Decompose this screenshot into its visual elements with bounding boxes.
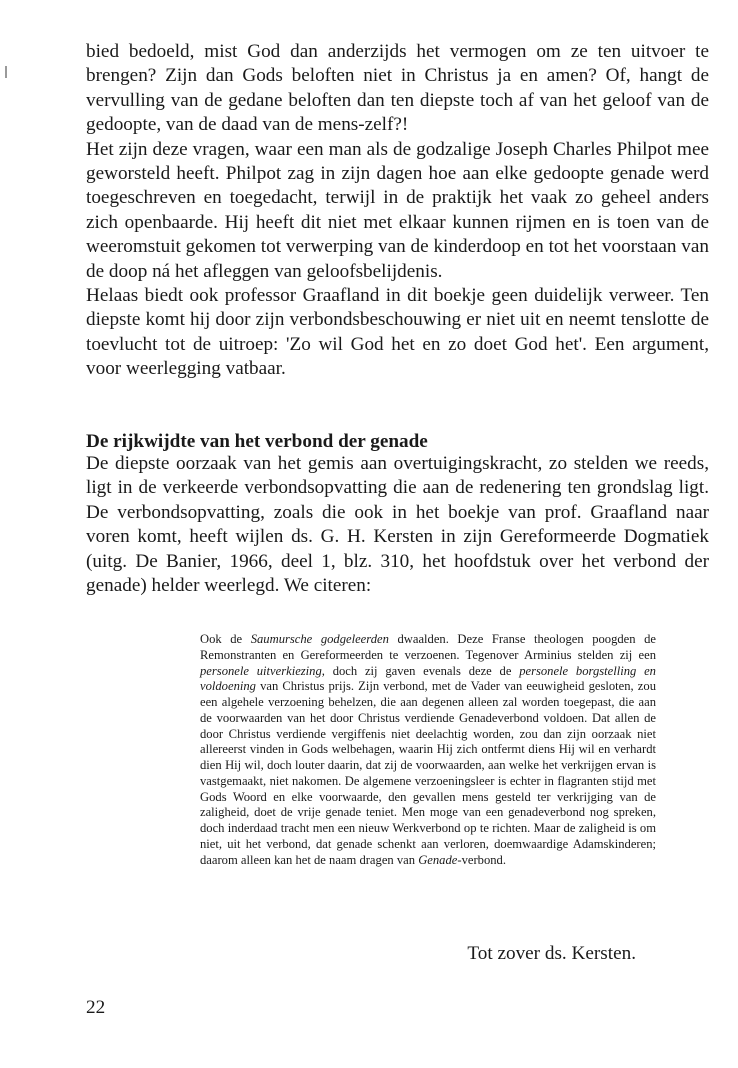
section-paragraph: De diepste oorzaak van het gemis aan overtuigingskracht, zo stelden we reeds, ligt in de verkeerde verbondsopvatting die aan de redenering ten grondslag ligt. De verbondsopvatting, zoals die ook in het boekje van prof. Graafland naar voren komt, heeft wijlen ds. G. H. Kersten in zijn Gereformeerde Dogmatiek (uitg. De Banier, 1966, deel 1, blz. 310, het hoofdstuk over het verbond der genade) helder weerlegd. We citeren: [86,453,709,597]
quote-text-5: verbond. [461,852,506,867]
opening-text [86,40,709,382]
section-heading: De rijkwijdte van het verbond der genade [86,431,428,452]
quote-text-2: dwaalden. Deze Franse theologen poogden de Remonstranten en Gereformeerden te verzoenen. Tegenover Arminius stelden zij een [200,632,657,662]
margin-mark [5,66,7,78]
quote-italic-2: personele uitverkiezing, [200,663,325,678]
quote-text-4: van Christus prijs. Zijn verbond, met de Vader van eeuwigheid gesloten, zou een algehele verzoening behelzen, die aan degenen alleen zal worden toegepast, die aan de voorwaarden van het door Christus verdiende Genadeverbond voldoen. Dat allen de door Christus verdiende vergiffenis niet deelachtig worden, zou dan zijn oorzaak niet allereerst vinden in Gods welbehagen, waarin Hij zich ontfermt diens Hij wil en verhardt dien Hij wil, doch louter daarin, dat zij de voorwaarden, aan welke het verkrijgen ervan is vastgemaakt, niet nakomen. De algemene verzoeningsleer is echter in flagranten stijd met Gods Woord en elke voorwaarde, den gevallen mens gesteld ter verkrijging van de zaligheid, doet de vrije genade teniet. Men moge van een genadeverbond nog spreken, doch inderdaad tracht men een nieuw Werkverbond op te richten. Maar de zaligheid is om niet, uit het verbond, dat genade schenkt aan verloren, doemwaardige Adamskinderen; daarom alleen kan het de naam dragen van [200,679,656,867]
page-number: 22 [86,997,106,1018]
quote-attribution: Tot zover ds. Kersten. [467,943,636,964]
section-text [86,452,709,598]
quote-paragraph [200,632,656,868]
quote-italic-1: Saumursche godgeleerden [250,632,389,646]
paragraph-3: Helaas biedt ook professor Graafland in dit boekje geen duidelijk verweer. Ten diepste komt hij door zijn verbondsbeschouwing er niet uit en neemt tenslotte de toevlucht tot de uitroep: 'Zo wil God het en zo doet God het'. Een argument, voor weerlegging vatbaar. [86,285,709,380]
paragraph-2: Het zijn deze vragen, waar een man als de godzalige Joseph Charles Philpot mee geworsteld heeft. Philpot zag in zijn dagen hoe aan elke gedoopte genade werd toegeschreven en toegedacht, terwijl in de praktijk het vaak zo geheel anders zich openbaarde. Hij heeft dit niet met elkaar kunnen rijmen en is toen van de weeromstuit gekomen tot verwerping van de kinderdoop en tot het voorstaan van de doop ná het afleggen van geloofsbelijdenis. [86,138,709,282]
paragraph-1: bied bedoeld, mist God dan anderzijds het vermogen om ze ten uitvoer te brengen? Zijn dan Gods beloften niet in Christus ja en amen? Of, hangt de vervulling van de gedane beloften dan ten diepste toch af van het geloof van de gedoopte, van de daad van de mens-zelf?! [86,41,709,136]
quote-italic-4: Genade- [418,852,462,867]
quote-text-1: Ook de [200,632,251,646]
block-quote [200,632,656,868]
quote-text-3: doch zij gaven evenals deze de [324,663,520,678]
quote-italic-3: personele borgstelling en voldoening [200,663,656,694]
